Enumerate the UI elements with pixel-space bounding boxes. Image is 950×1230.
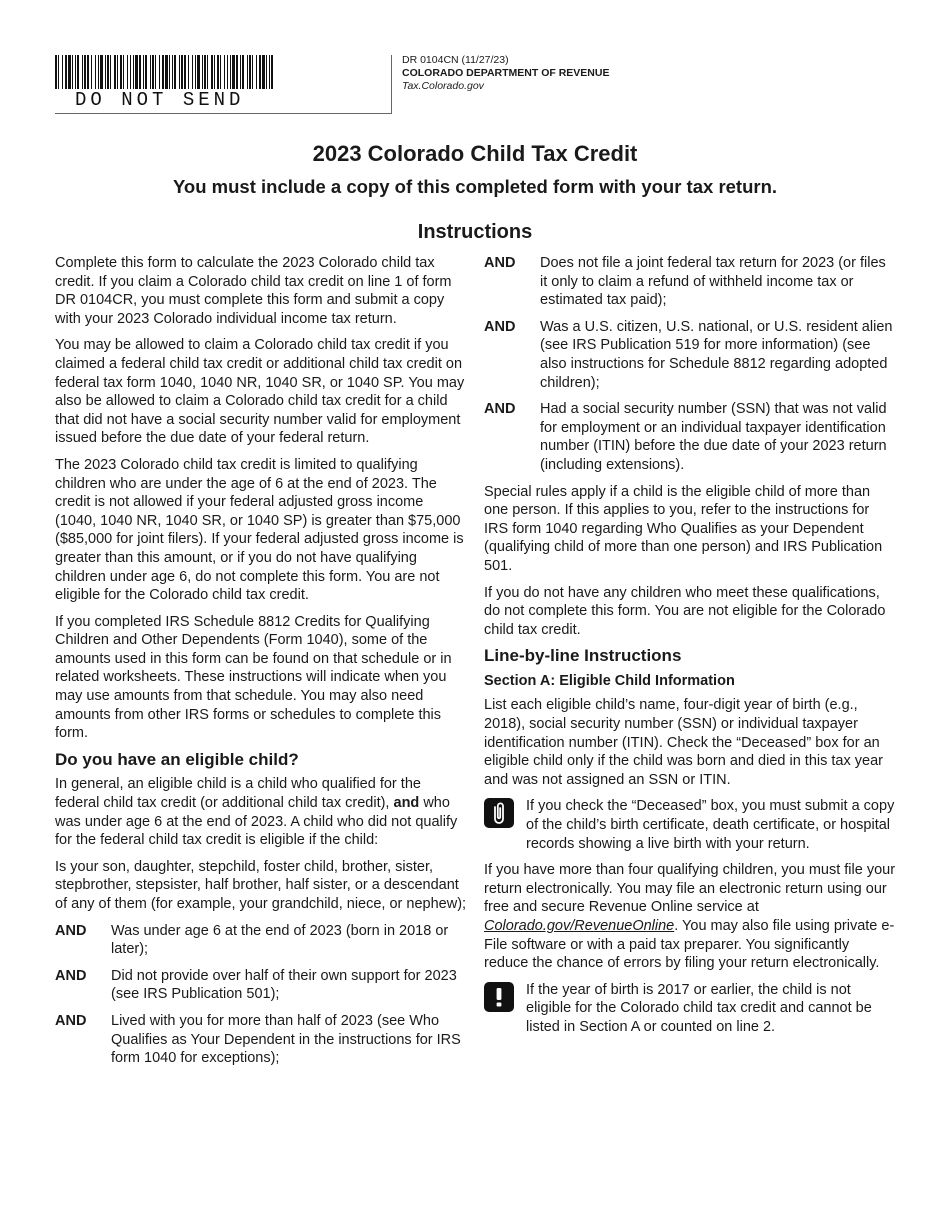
bold-text: and — [393, 795, 420, 812]
text-run: If you have more than four qualifying children, you must file your return electronically. You may file an electronic return using our free and secure Revenue Online service at — [484, 862, 896, 916]
and-label: AND — [55, 922, 87, 939]
right-column — [484, 254, 896, 1045]
warning-note — [484, 981, 896, 1037]
form-number: DR 0104CN (11/27/23) — [402, 54, 509, 66]
page-title: 2023 Colorado Child Tax Credit — [312, 141, 638, 166]
paragraph: You may be allowed to claim a Colorado child tax credit if you claimed a federal child tax credit or additional child tax credit on federal tax form 1040, 1040 NR, 1040 SR, or 1040 SP. You may also be allowed to claim a Colorado child tax credit for a child that did not have a social security number valid for employment issued before the due date of your federal return. — [55, 337, 465, 447]
and-label: AND — [484, 318, 516, 335]
department-name: COLORADO DEPARTMENT OF REVENUE — [402, 67, 610, 79]
and-condition — [484, 254, 896, 310]
text-run: . You may also file using private e-File software or with a paid tax preparer. You significantly reduce the chance of errors by filing your return electronically. — [484, 918, 895, 972]
and-label: AND — [55, 1012, 87, 1029]
and-condition — [55, 967, 467, 1004]
form-header — [402, 54, 609, 93]
paragraph: If you do not have any children who meet these qualifications, do not complete this form. You are not eligible for the Colorado child tax credit. — [484, 584, 886, 638]
and-text: Does not file a joint federal tax return for 2023 (or files it only to claim a refund of withheld income tax or estimated tax paid); — [540, 255, 886, 309]
and-condition — [484, 400, 896, 474]
and-text: Was under age 6 at the end of 2023 (born in 2018 or later); — [111, 922, 449, 958]
do-not-send-label: DO NOT SEND — [75, 89, 245, 111]
and-text: Lived with you for more than half of 2023 (see Who Qualifies as Your Dependent in the instructions for IRS form 1040 for exceptions); — [111, 1012, 461, 1067]
paragraph: List each eligible child’s name, four-digit year of birth (e.g., 2018), social security number (SSN) or individual taxpayer identification number (ITIN). Check the “Deceased” box for an eligible child only if the child was born and died in this tax year and was not assigned an SSN or ITIN. — [484, 697, 883, 788]
instructions-heading: Instructions — [417, 221, 533, 243]
and-label: AND — [484, 255, 516, 271]
barcode-icon — [55, 55, 275, 89]
paragraph — [484, 861, 896, 973]
and-label: AND — [55, 967, 87, 984]
note-text: If the year of birth is 2017 or earlier, the child is not eligible for the Colorado child tax credit and cannot be listed in Section A or counted on line 2. — [526, 981, 872, 1035]
paragraph: Is your son, daughter, stepchild, foster child, brother, sister, stepbrother, stepsister, half brother, half sister, or a descendant of any of them (for example, your grandchild, niece, or nephew); — [55, 858, 467, 912]
paragraph: Special rules apply if a child is the eligible child of more than one person. If this applies to you, refer to the instructions for IRS form 1040 regarding Who Qualifies as your Dependent (qualifying child of more than one person) and IRS Publication 501. — [484, 483, 883, 574]
barcode-block — [55, 55, 392, 114]
paragraph — [55, 775, 467, 849]
line-by-line-heading: Line-by-line Instructions — [484, 646, 682, 666]
note-text: If you check the “Deceased” box, you must submit a copy of the child’s birth certificate, death certificate, or hospital records showing a live birth with your return. — [526, 798, 895, 852]
and-condition — [55, 922, 467, 959]
exclamation-icon — [484, 982, 514, 1012]
paragraph: The 2023 Colorado child tax credit is limited to qualifying children who are under the age of 6 at the end of 2023. The credit is not allowed if your federal adjusted gross income (1040, 1040 NR, 1040 SR, or 1040 SP) is greater than $75,000 ($85,000 for joint filers). If your federal adjusted gross income is greater than this amount, or if you do not have qualifying children under age 6, do not complete this form. You are not eligible for the Colorado child tax credit. — [55, 456, 464, 604]
page-subtitle: You must include a copy of this completed form with your tax return. — [172, 176, 778, 197]
eligible-child-heading: Do you have an eligible child? — [55, 749, 299, 769]
text-run: In general, an eligible child is a child who qualified for the federal child tax credit (or additional child tax credit), — [55, 776, 421, 812]
and-text: Did not provide over half of their own support for 2023 (see IRS Publication 501); — [111, 967, 457, 1003]
and-text: Was a U.S. citizen, U.S. national, or U.S. resident alien (see IRS Publication 519 for more information) (see also instructions for Schedule 8812 regarding adopted children); — [540, 318, 893, 391]
and-condition — [484, 318, 896, 392]
text-run: who was under age 6 at the end of 2023. A child who did not qualify for the federal child tax credit is eligible if the child: — [55, 795, 458, 849]
and-condition — [55, 1012, 467, 1068]
left-column — [55, 254, 467, 1076]
section-a-heading: Section A: Eligible Child Information — [484, 672, 735, 689]
paperclip-icon — [484, 798, 514, 828]
and-label: AND — [484, 401, 516, 418]
department-website: Tax.Colorado.gov — [402, 80, 484, 92]
and-text: Had a social security number (SSN) that was not valid for employment or an individual taxpayer identification number (ITIN) before the due date of your 2023 return (including extensions). — [540, 401, 887, 473]
paragraph: Complete this form to calculate the 2023 Colorado child tax credit. If you claim a Colorado child tax credit on line 1 of form DR 0104CR, you must complete this form and submit a copy with your 2023 Colorado individual income tax return. — [55, 255, 452, 327]
attachment-note — [484, 797, 896, 853]
revenue-online-link[interactable]: Colorado.gov/RevenueOnline — [484, 918, 675, 934]
paragraph: If you completed IRS Schedule 8812 Credits for Qualifying Children and Other Dependents (Form 1040), some of the amounts used in this form can be found on that schedule or in related worksheets. These instructions will indicate when you may use amounts from that schedule. You may also need amounts from other IRS forms or schedules to complete this form. — [55, 613, 452, 742]
